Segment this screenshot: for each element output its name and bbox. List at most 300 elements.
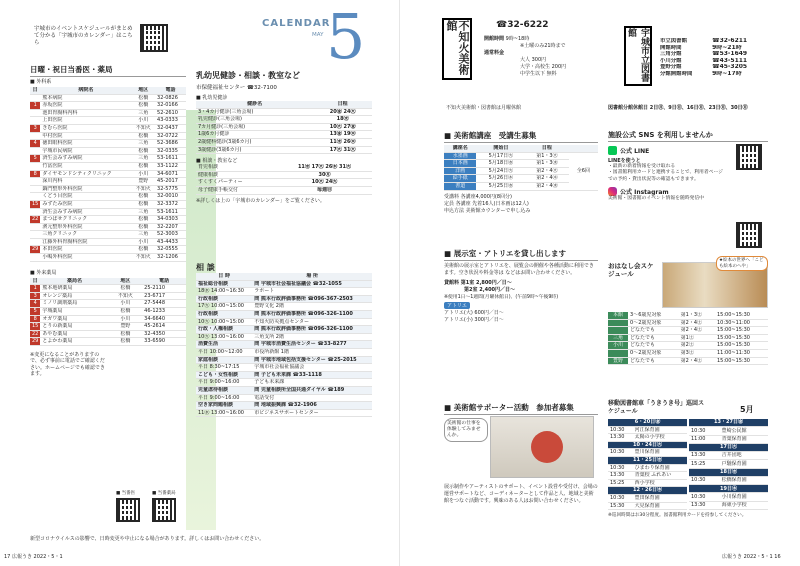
clinic-head-day: 日 xyxy=(30,87,40,94)
mobile-row xyxy=(608,419,687,426)
mobile-stop: 河江保育園 xyxy=(633,426,687,434)
duty-day: 3 xyxy=(30,292,40,300)
clinic-phone: 45-2017 xyxy=(155,178,186,186)
mobile-row xyxy=(689,435,768,443)
sodan-row xyxy=(196,402,372,410)
clinic-name: ダイヤモンドシティクリニック xyxy=(40,170,131,178)
clinic-phone: 52-3003 xyxy=(155,231,186,239)
sodan-where: 豊野文化 2階 xyxy=(252,303,372,311)
clinic-area: 不知火 xyxy=(131,124,155,132)
mobile-date-header: 18日㊌ xyxy=(689,468,768,476)
sodan-row xyxy=(196,310,372,318)
clinic-name: 中村医院 xyxy=(40,132,131,140)
duty-day: 22 xyxy=(32,330,39,337)
checkup-title: 乳幼児健診・相談・教室など xyxy=(196,71,300,80)
story-branch: 小川 xyxy=(608,342,628,350)
sodan-when: 空き家問題相談 xyxy=(196,402,252,410)
sodan-when: 平日 10:00~12:00 xyxy=(196,348,252,356)
gallery-section xyxy=(444,248,598,323)
clinic-row xyxy=(30,94,186,102)
mobile-row xyxy=(608,479,687,487)
checkup-name: 1歳6カ月健診 xyxy=(196,131,313,139)
duty-day: 4 xyxy=(30,300,40,308)
clinic-phone: 53-1611 xyxy=(155,208,186,216)
story-branch: 本館 xyxy=(608,312,628,319)
pharmacy-area: 不知火 xyxy=(109,292,142,300)
mobile-time: 10:30 xyxy=(608,449,633,457)
course-schedule: 第2・4㊌ xyxy=(525,182,568,190)
hours-label: 開館時間 xyxy=(484,36,505,42)
course-schedule: 第1・3㊋ xyxy=(525,152,568,160)
clinic-area: 松橋 xyxy=(131,132,155,140)
mobile-date-header: 17日㊋ xyxy=(689,443,768,451)
pharmacy-name: 宇城薬局 xyxy=(40,308,108,316)
clinic-area: 松橋 xyxy=(131,147,155,155)
clinic-area: 小川 xyxy=(131,117,155,125)
duty-day: 15 xyxy=(32,323,39,330)
story-branch xyxy=(608,319,628,327)
story-time: 15:00~15:30 xyxy=(715,312,768,319)
sodan-row xyxy=(196,295,372,303)
pharmacy-name: あやむ薬局 xyxy=(40,330,108,338)
library-value: 9時~17時 xyxy=(712,70,742,77)
sodan-where: 問 宇城市消費生活センター ☎33-8277 xyxy=(252,341,372,349)
library-label: 豊野分館 xyxy=(660,64,682,71)
clinic-area: 松橋 xyxy=(131,162,155,170)
hours-note: ※土曜のみ21時まで xyxy=(520,43,566,49)
duty-day: 1 xyxy=(30,102,40,110)
duty-day xyxy=(30,94,40,102)
issue-label: 広報うき 2022・5・1 xyxy=(11,554,63,560)
instagram-qr-code[interactable] xyxy=(736,222,762,248)
sodan-when: 17㊋ 10:00~15:00 xyxy=(196,303,252,311)
mobile-time: 15:25 xyxy=(689,460,720,468)
pharmacy-phone: 45-2614 xyxy=(142,323,186,331)
clinic-name: 宇城市民病院 xyxy=(40,147,131,155)
course-name: 絵手紙 xyxy=(444,175,476,183)
duty-day: 3 xyxy=(30,124,40,132)
duty-day xyxy=(30,147,40,155)
clinic-row xyxy=(30,254,186,262)
storytime-title: おはなし会スケジュール xyxy=(608,262,654,278)
clinic-area: 小川 xyxy=(131,170,155,178)
sodan-where: 不知火防災拠点センター xyxy=(252,318,372,326)
duty-pharmacy-qr-code[interactable] xyxy=(152,498,176,522)
sodan-where: 市ビジネスサポートセンター xyxy=(252,409,372,417)
sodan-row xyxy=(196,341,372,349)
mobile-stop: ひまわり保育園 xyxy=(633,464,687,472)
qr-label-doctor: ■ 当番医 xyxy=(116,491,136,496)
closed-note-left: 不知火美術館・図書館は月曜休館 xyxy=(446,105,522,111)
clinic-name: 上田医院 xyxy=(40,117,131,125)
sodan-where: 子ども未来課 xyxy=(252,379,372,387)
clinic-row xyxy=(30,246,186,254)
pharmacy-area: 松橋 xyxy=(109,285,142,293)
story-target: どなたでも xyxy=(628,327,679,335)
duty-day: 1 xyxy=(30,285,40,293)
mobile-row xyxy=(608,441,687,449)
checkup-subtitle: ■ 乳幼児健診 xyxy=(196,95,228,101)
mobile-time: 15:25 xyxy=(608,479,633,487)
pharmacy-name: オレンジ薬局 xyxy=(40,292,108,300)
pharmacy-row xyxy=(30,308,186,316)
sodan-when: こども・女性相談 xyxy=(196,371,252,379)
consult-dates: 11㊌ 17㊋ 26㊍ 31㊋ xyxy=(277,164,372,171)
clinic-row xyxy=(30,162,186,170)
course-row xyxy=(444,152,598,160)
sodan-when: 行政相談 xyxy=(196,295,252,303)
duty-day: 29 xyxy=(32,246,39,253)
mobile-time: 10:30 xyxy=(608,464,633,472)
pharmacy-row xyxy=(30,323,186,331)
clinic-name: 濱元整形外科医院 xyxy=(40,223,131,231)
mobile-row xyxy=(689,419,768,427)
sodan-when: 児童虐待相談 xyxy=(196,386,252,394)
sodan-when: 平日 9:00~16:00 xyxy=(196,379,252,387)
clinic-row xyxy=(30,185,186,193)
calendar-qr-code[interactable] xyxy=(140,24,168,52)
sodan-where: 三角支所 2階 xyxy=(252,333,372,341)
clinic-phone: 32-1206 xyxy=(155,254,186,262)
sodan-row xyxy=(196,326,372,334)
mobile-row xyxy=(608,426,687,434)
gallery-note: ※使用1日～1週間(月曜休館日)、(午前9時~午後9時) xyxy=(444,295,559,300)
story-schedule: 第1㊏ xyxy=(679,334,715,342)
mobile-stop: 戸馳保育園 xyxy=(720,460,768,468)
pharmacy-name: 熊本地研薬局 xyxy=(40,285,108,293)
story-target: 0～2歳児対象 xyxy=(628,319,679,327)
sodan-row xyxy=(196,379,372,387)
pharmacy-phone: 27-5448 xyxy=(142,300,186,308)
mobile-time: 13:30 xyxy=(689,452,720,460)
mobile-row xyxy=(608,449,687,457)
course-start: 5月25日㊌ xyxy=(476,182,525,190)
story-target: 0～2歳児対象 xyxy=(628,349,679,357)
consult-name: 母子健康手帳交付 xyxy=(196,186,277,194)
storytime-row xyxy=(608,312,768,319)
mobile-date-header: 6・20日㊎ xyxy=(608,419,687,426)
consult-row xyxy=(196,171,372,179)
sodan-when: 平日 9:00~16:00 xyxy=(196,394,252,402)
duty-doctor-qr-code[interactable] xyxy=(116,498,140,522)
duty-day xyxy=(30,132,40,140)
story-branch: 豊野 xyxy=(608,357,628,365)
library-value: ☎45-3205 xyxy=(712,64,748,71)
clinic-row xyxy=(30,140,186,148)
clinic-area: 松橋 xyxy=(131,102,155,110)
sodan-row xyxy=(196,394,372,402)
story-target: どなたでも xyxy=(628,357,679,365)
clinic-table xyxy=(30,87,186,262)
duty-day: 22 xyxy=(32,216,39,223)
clinic-name: 池田胃腸科内科 xyxy=(40,109,131,117)
line-qr-code[interactable] xyxy=(736,144,762,170)
holiday-title: 日曜・祝日当番医・薬局 xyxy=(30,64,186,77)
sodan-row xyxy=(196,364,372,372)
checkup-place: 市保健福祉センター ☎32-7100 xyxy=(196,85,277,91)
mobile-row xyxy=(689,485,768,493)
qr-label-pharmacy: ■ 当番薬局 xyxy=(152,491,176,496)
storytime-row xyxy=(608,349,768,357)
sodan-title: 相 談 xyxy=(196,263,215,272)
clinic-phone: 43-0333 xyxy=(155,117,186,125)
pharm-head-day: 日 xyxy=(30,278,40,285)
clinic-row xyxy=(30,102,186,110)
mobile-stop: 太陽の小学校 xyxy=(633,434,687,442)
clinic-row xyxy=(30,117,186,125)
clinic-phone: 32-5775 xyxy=(155,185,186,193)
course-name: 書道 xyxy=(444,182,476,190)
clinic-name: 徳田眼科医院 xyxy=(40,140,131,148)
mobile-row xyxy=(608,472,687,480)
pharmacy-row xyxy=(30,292,186,300)
consult-subtitle: ■ 相談・教室など xyxy=(196,158,238,165)
duty-day xyxy=(30,238,40,246)
clinic-row xyxy=(30,132,186,140)
clinic-row xyxy=(30,155,186,163)
sodan-when: 11㊌ 13:00~16:00 xyxy=(196,409,252,417)
sodan-row xyxy=(196,409,372,417)
sodan-row xyxy=(196,386,372,394)
checkup-row xyxy=(196,146,372,154)
sodan-where: 問 子ども未来課 ☎33-1118 xyxy=(252,371,372,379)
supporter-photo xyxy=(490,416,594,478)
clinic-area: 三角 xyxy=(131,109,155,117)
story-schedule: 第3㊏ xyxy=(679,349,715,357)
consult-dates: 30㊊ xyxy=(277,171,372,179)
library-logo-box xyxy=(624,26,652,86)
course-count: 全6回 xyxy=(569,152,598,190)
mobile-note: ※巡回時間はお30分程度。図書館利用カードを持参してください。 xyxy=(608,513,747,519)
mobile-stop: 青葉校 ふれあい xyxy=(633,472,687,480)
clinic-phone: 32-0437 xyxy=(155,124,186,132)
mobile-time: 10:30 xyxy=(689,476,720,484)
clinic-phone: 32-0010 xyxy=(155,193,186,201)
clinic-row xyxy=(30,124,186,132)
supporter-title: ■ 美術館サポーター活動 参加者募集 xyxy=(444,402,598,415)
clinic-area: 松橋 xyxy=(131,216,155,224)
clinic-subtitle: ■ 外科系 xyxy=(30,79,52,85)
clinic-name: みずたみ医院 xyxy=(40,200,131,208)
pharmacy-row xyxy=(30,338,186,346)
gallery-fee-3: アトリエ(大) 600円／日～ xyxy=(444,310,504,316)
story-branch xyxy=(608,327,628,335)
course-head-name: 講座名 xyxy=(444,145,476,152)
clinic-row xyxy=(30,216,186,224)
supporter-section xyxy=(444,402,598,504)
page-number xyxy=(4,553,63,560)
mobile-row xyxy=(608,487,687,495)
mobile-row xyxy=(689,468,768,476)
duty-day: 29 xyxy=(32,338,39,345)
clinic-phone: 32-3372 xyxy=(155,200,186,208)
checkup-row xyxy=(196,131,372,139)
pharmacy-phone: 32-4350 xyxy=(142,330,186,338)
story-schedule: 第2・4㊏ xyxy=(679,319,715,327)
consult-dates: 10㊋ 24㊋ xyxy=(277,179,372,187)
mobile-date-header: 13・27日㊎ xyxy=(689,419,768,427)
sodan-where: 宇城市社会福祉協議会 xyxy=(252,364,372,372)
clinic-row xyxy=(30,231,186,239)
clinic-area: 三角 xyxy=(131,231,155,239)
sodan-head-place: 場 所 xyxy=(252,273,372,280)
checkup-dates: 17㊋ 31㊋ xyxy=(313,146,372,154)
supporter-body: 展示制作やアーティストのサポート、イベント設営や受付け、会場の運営サポートなど、コーディネーターとして作品と人、地域と美術館をつなぐ活動です。興味のある人はお問い合わせください。 xyxy=(444,484,598,504)
clinic-name: 江藤外科胃腸科医院 xyxy=(40,238,131,246)
museum-logo-box xyxy=(442,18,472,80)
sodan-where: ラポート xyxy=(252,288,372,296)
mobile-time: 10:30 xyxy=(608,494,633,502)
clinic-name: きむら医院 xyxy=(40,124,131,132)
checkup-table xyxy=(196,101,372,154)
library-label: 三角分館 xyxy=(660,51,682,58)
sodan-when: 行政・人権相談 xyxy=(196,326,252,334)
story-target: どなたでも xyxy=(628,334,679,342)
course-start: 5月26日㊍ xyxy=(476,175,525,183)
mobile-time: 10:30 xyxy=(608,426,633,434)
checkup-row xyxy=(196,138,372,146)
duty-day: 8 xyxy=(30,170,40,178)
insta-label: 公式 Instagram xyxy=(620,189,669,197)
storytime-row xyxy=(608,342,768,350)
consult-name: 健康相談 xyxy=(196,171,277,179)
clinic-name: 済生会みすみ病院 xyxy=(40,155,131,163)
mobile-time: 10:30 xyxy=(689,427,720,435)
clinic-phone: 52-2610 xyxy=(155,109,186,117)
clinic-area: 三角 xyxy=(131,155,155,163)
sodan-when: 10㊋ 10:00~15:00 xyxy=(196,318,252,326)
clinic-name: 熊本病院 xyxy=(40,94,131,102)
sodan-where: 問 熊本行政評価事務所 ☎096-326-1100 xyxy=(252,326,372,334)
mobile-stop: 青葉保育園 xyxy=(720,435,768,443)
pharmacy-area: 松橋 xyxy=(109,308,142,316)
consult-name: 育児相談 xyxy=(196,164,277,171)
pharmacy-area: 松橋 xyxy=(109,338,142,346)
pharmacy-name: とよかわ薬局 xyxy=(40,338,108,346)
clinic-area: 三角 xyxy=(131,140,155,148)
library-label: 小川分館 xyxy=(660,57,682,64)
clinic-row xyxy=(30,170,186,178)
mobile-date-header: 10・24日㊋ xyxy=(608,441,687,449)
course-fee: 受講料 各講座4,000円(8回分) xyxy=(444,193,512,200)
mobile-row xyxy=(689,452,768,460)
sodan-row xyxy=(196,303,372,311)
story-time: 10:30~11:00 xyxy=(715,319,768,327)
sodan-row xyxy=(196,318,372,326)
duty-day xyxy=(30,231,40,239)
mobile-row xyxy=(689,501,768,509)
clinic-name: まつばせクリニック xyxy=(40,216,131,224)
mobile-row xyxy=(689,443,768,451)
sodan-where: 問 宇城市地域包括支援センター ☎25-2015 xyxy=(252,356,372,364)
consult-dates: 毎週㊊ xyxy=(277,186,372,194)
mobile-stop: 大見保育園 xyxy=(633,502,687,510)
duty-day xyxy=(30,223,40,231)
checkup-name: 3・4カ月健診(三角会場) xyxy=(196,108,313,116)
mobile-stop: 豊崎公民館 xyxy=(720,427,768,435)
checkup-dates: 11㊌ 26㊍ xyxy=(313,138,372,146)
clinic-area: 松橋 xyxy=(131,200,155,208)
library-row xyxy=(658,51,766,58)
pharmacy-row xyxy=(30,315,186,323)
consult-row xyxy=(196,186,372,194)
duty-day: 5 xyxy=(30,308,40,316)
pharmacy-phone: 25-2110 xyxy=(142,285,186,293)
mobile-row xyxy=(608,494,687,502)
clinic-phone: 43-4433 xyxy=(155,238,186,246)
pharmacy-row xyxy=(30,330,186,338)
story-schedule: 第2・4㊏ xyxy=(679,357,715,365)
storytime-bubble: ★絵本の世界へ「こども絵本のへや」 xyxy=(716,256,768,271)
calendar-intro: 宇城市のイベントスケジュールがまとめて分かる「宇城市のカレンダー」はこちら xyxy=(34,26,133,46)
story-schedule: 第2・4㊏ xyxy=(679,327,715,335)
gallery-fee-1: 貸館料 第1室 2,800円／日～ xyxy=(444,280,512,286)
clinic-name: 三角クリニック xyxy=(40,231,131,239)
mobile-stop: 小川保育園 xyxy=(720,493,768,501)
sodan-where: 問 地域振興課 ☎32-1906 xyxy=(252,402,372,410)
course-apply: 申込方法 美術館カウンターで申し込み xyxy=(444,207,531,214)
pharm-head-name: 薬局名 xyxy=(40,278,108,285)
mobile-row xyxy=(608,434,687,442)
sodan-when: 福祉総合相談 xyxy=(196,280,252,288)
mobile-title: 移動図書館車「うきうき号」巡回スケジュール xyxy=(608,400,705,415)
library-row xyxy=(658,45,766,52)
pharmacy-phone: 46-1233 xyxy=(142,308,186,316)
checkup-dates: 10㊋ 27㊎ xyxy=(313,123,372,131)
checkup-name: 2歳健科健診(3歳6カ月) xyxy=(196,138,313,146)
sodan-where: 市役所新館 1階 xyxy=(252,348,372,356)
clinic-phone: 34-0303 xyxy=(155,216,186,224)
sodan-row xyxy=(196,356,372,364)
storytime-row xyxy=(608,319,768,327)
course-name: 洋画 xyxy=(444,167,476,175)
checkup-name: 3歳健診(3歳6カ月) xyxy=(196,146,313,154)
clinic-name: 済生会みすみ病院 xyxy=(40,208,131,216)
gallery-fee-4: アトリエ(小) 300円／日～ xyxy=(444,317,504,323)
mobile-stop: 豊田保育園 xyxy=(633,494,687,502)
mobile-date-header: 12・26日㊍ xyxy=(608,487,687,495)
story-branch: 三角 xyxy=(608,334,628,342)
clinic-row xyxy=(30,193,186,201)
sodan-where: 問 熊本行政評価事務所 ☎096-367-2503 xyxy=(252,295,372,303)
library-value: ☎53-1649 xyxy=(712,51,748,58)
line-sub: LINEを使うと xyxy=(608,158,641,164)
hours-value: 9時~18時 xyxy=(505,36,530,42)
story-time: 15:00~15:30 xyxy=(715,357,768,365)
checkup-head-name: 健診名 xyxy=(196,101,313,108)
month-number: 5 xyxy=(326,0,366,73)
clinic-phone: 52-3686 xyxy=(155,140,186,148)
mobile-time: 13:30 xyxy=(608,434,633,442)
course-title: ■ 美術館講座 受講生募集 xyxy=(444,130,598,143)
duty-day: 15 xyxy=(32,200,39,207)
line-label: 公式 LINE xyxy=(620,148,650,155)
duty-day: 4 xyxy=(30,140,40,148)
museum-name: 不知火美術館 xyxy=(445,20,470,75)
clinic-name: 竹冨医院 xyxy=(40,162,131,170)
duty-day xyxy=(30,178,40,186)
consult-row xyxy=(196,179,372,187)
library-row xyxy=(658,58,766,65)
mobile-date-header: 11・25日㊌ xyxy=(608,456,687,464)
insta-sub: 美術館・図書館のイベント情報を随時発信中 xyxy=(608,196,704,202)
sodan-where: 問 児童相談所全国共通ダイヤル ☎189 xyxy=(252,386,372,394)
sodan-when: 10㊋ 13:00~16:00 xyxy=(196,333,252,341)
clinic-phone: 53-1611 xyxy=(155,155,186,163)
clinic-row xyxy=(30,238,186,246)
library-label: 市立図書館 xyxy=(660,38,687,44)
duty-day xyxy=(30,109,40,117)
